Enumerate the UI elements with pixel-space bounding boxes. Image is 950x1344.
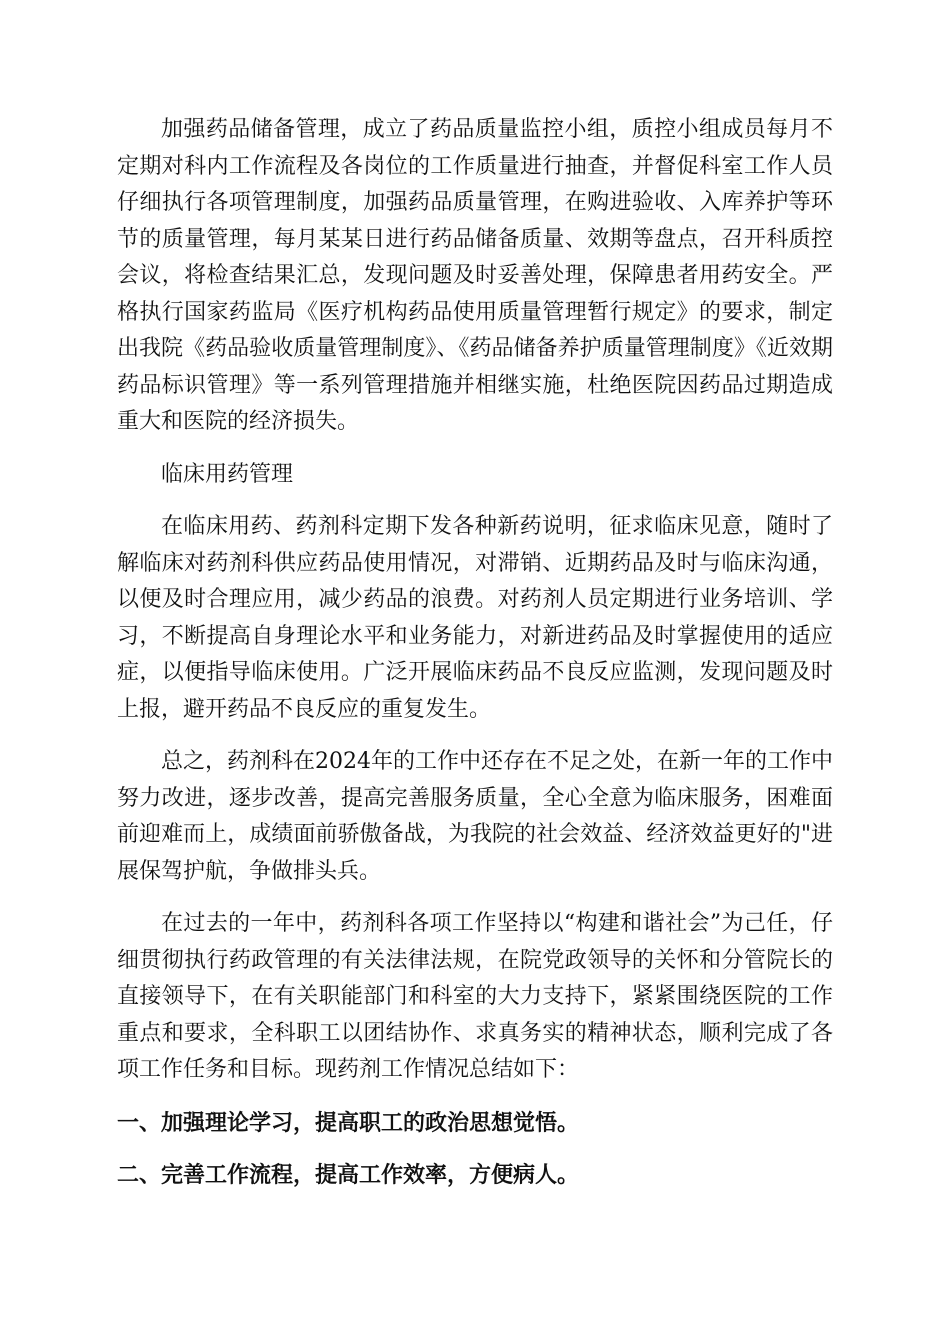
section-heading-clinical: 临床用药管理 [161, 461, 294, 487]
paragraph-clinical-use: 在临床用药、药剂科定期下发各种新药说明，征求临床见意，随时了解临床对药剂科供应药品使用情况，对滞销、近期药品及时与临床沟通，以便及时合理应用，减少药品的浪费。对药剂人员定期进行业务培训、学习，不断提高自身理论水平和业务能力，对新进药品及时掌握使用的适应症，以便指导临床使用。广泛开展临床药品不良反应监测，发现问题及时上报，避开药品不良反应的重复发生。 [117, 514, 833, 722]
heading-workflow: 二、完善工作流程，提高工作效率，方便病人。 [117, 1162, 580, 1188]
document-page [117, 112, 833, 1194]
paragraph-summary-intro: 在过去的一年中，药剂科各项工作坚持以“构建和谐社会”为己任，仔细贯彻执行药政管理的有关法律法规，在院党政领导的关怀和分管院长的直接领导下，在有关职能部门和科室的大力支持下，紧紧围绕医院的工作重点和要求，全科职工以团结协作、求真务实的精神状态，顺利完成了各项工作任务和目标。现药剂工作情况总结如下： [117, 911, 833, 1082]
paragraph-drug-storage: 加强药品储备管理，成立了药品质量监控小组，质控小组成员每月不定期对科内工作流程及各岗位的工作质量进行抽查，并督促科室工作人员仔细执行各项管理制度，加强药品质量管理，在购进验收、入库养护等环节的质量管理，每月某某日进行药品储备质量、效期等盘点，召开科质控会议，将检查结果汇总，发现问题及时妥善处理，保障患者用药安全。严格执行国家药监局《医疗机构药品使用质量管理暂行规定》的要求，制定出我院《药品验收质量管理制度》、《药品储备养护质量管理制度》《近效期药品标识管理》等一系列管理措施并相继实施，杜绝医院因药品过期造成重大和医院的经济损失。 [117, 117, 833, 434]
heading-theory-study: 一、加强理论学习，提高职工的政治思想觉悟。 [117, 1109, 580, 1136]
paragraph-conclusion: 总之，药剂科在2024年的工作中还存在不足之处，在新一年的工作中努力改进，逐步改善，提高完善服务质量，全心全意为临床服务，困难面前迎难而上，成绩面前骄傲备战，为我院的社会效益、经济效益更好的"进展保驾护航，争做排头兵。 [117, 749, 833, 884]
